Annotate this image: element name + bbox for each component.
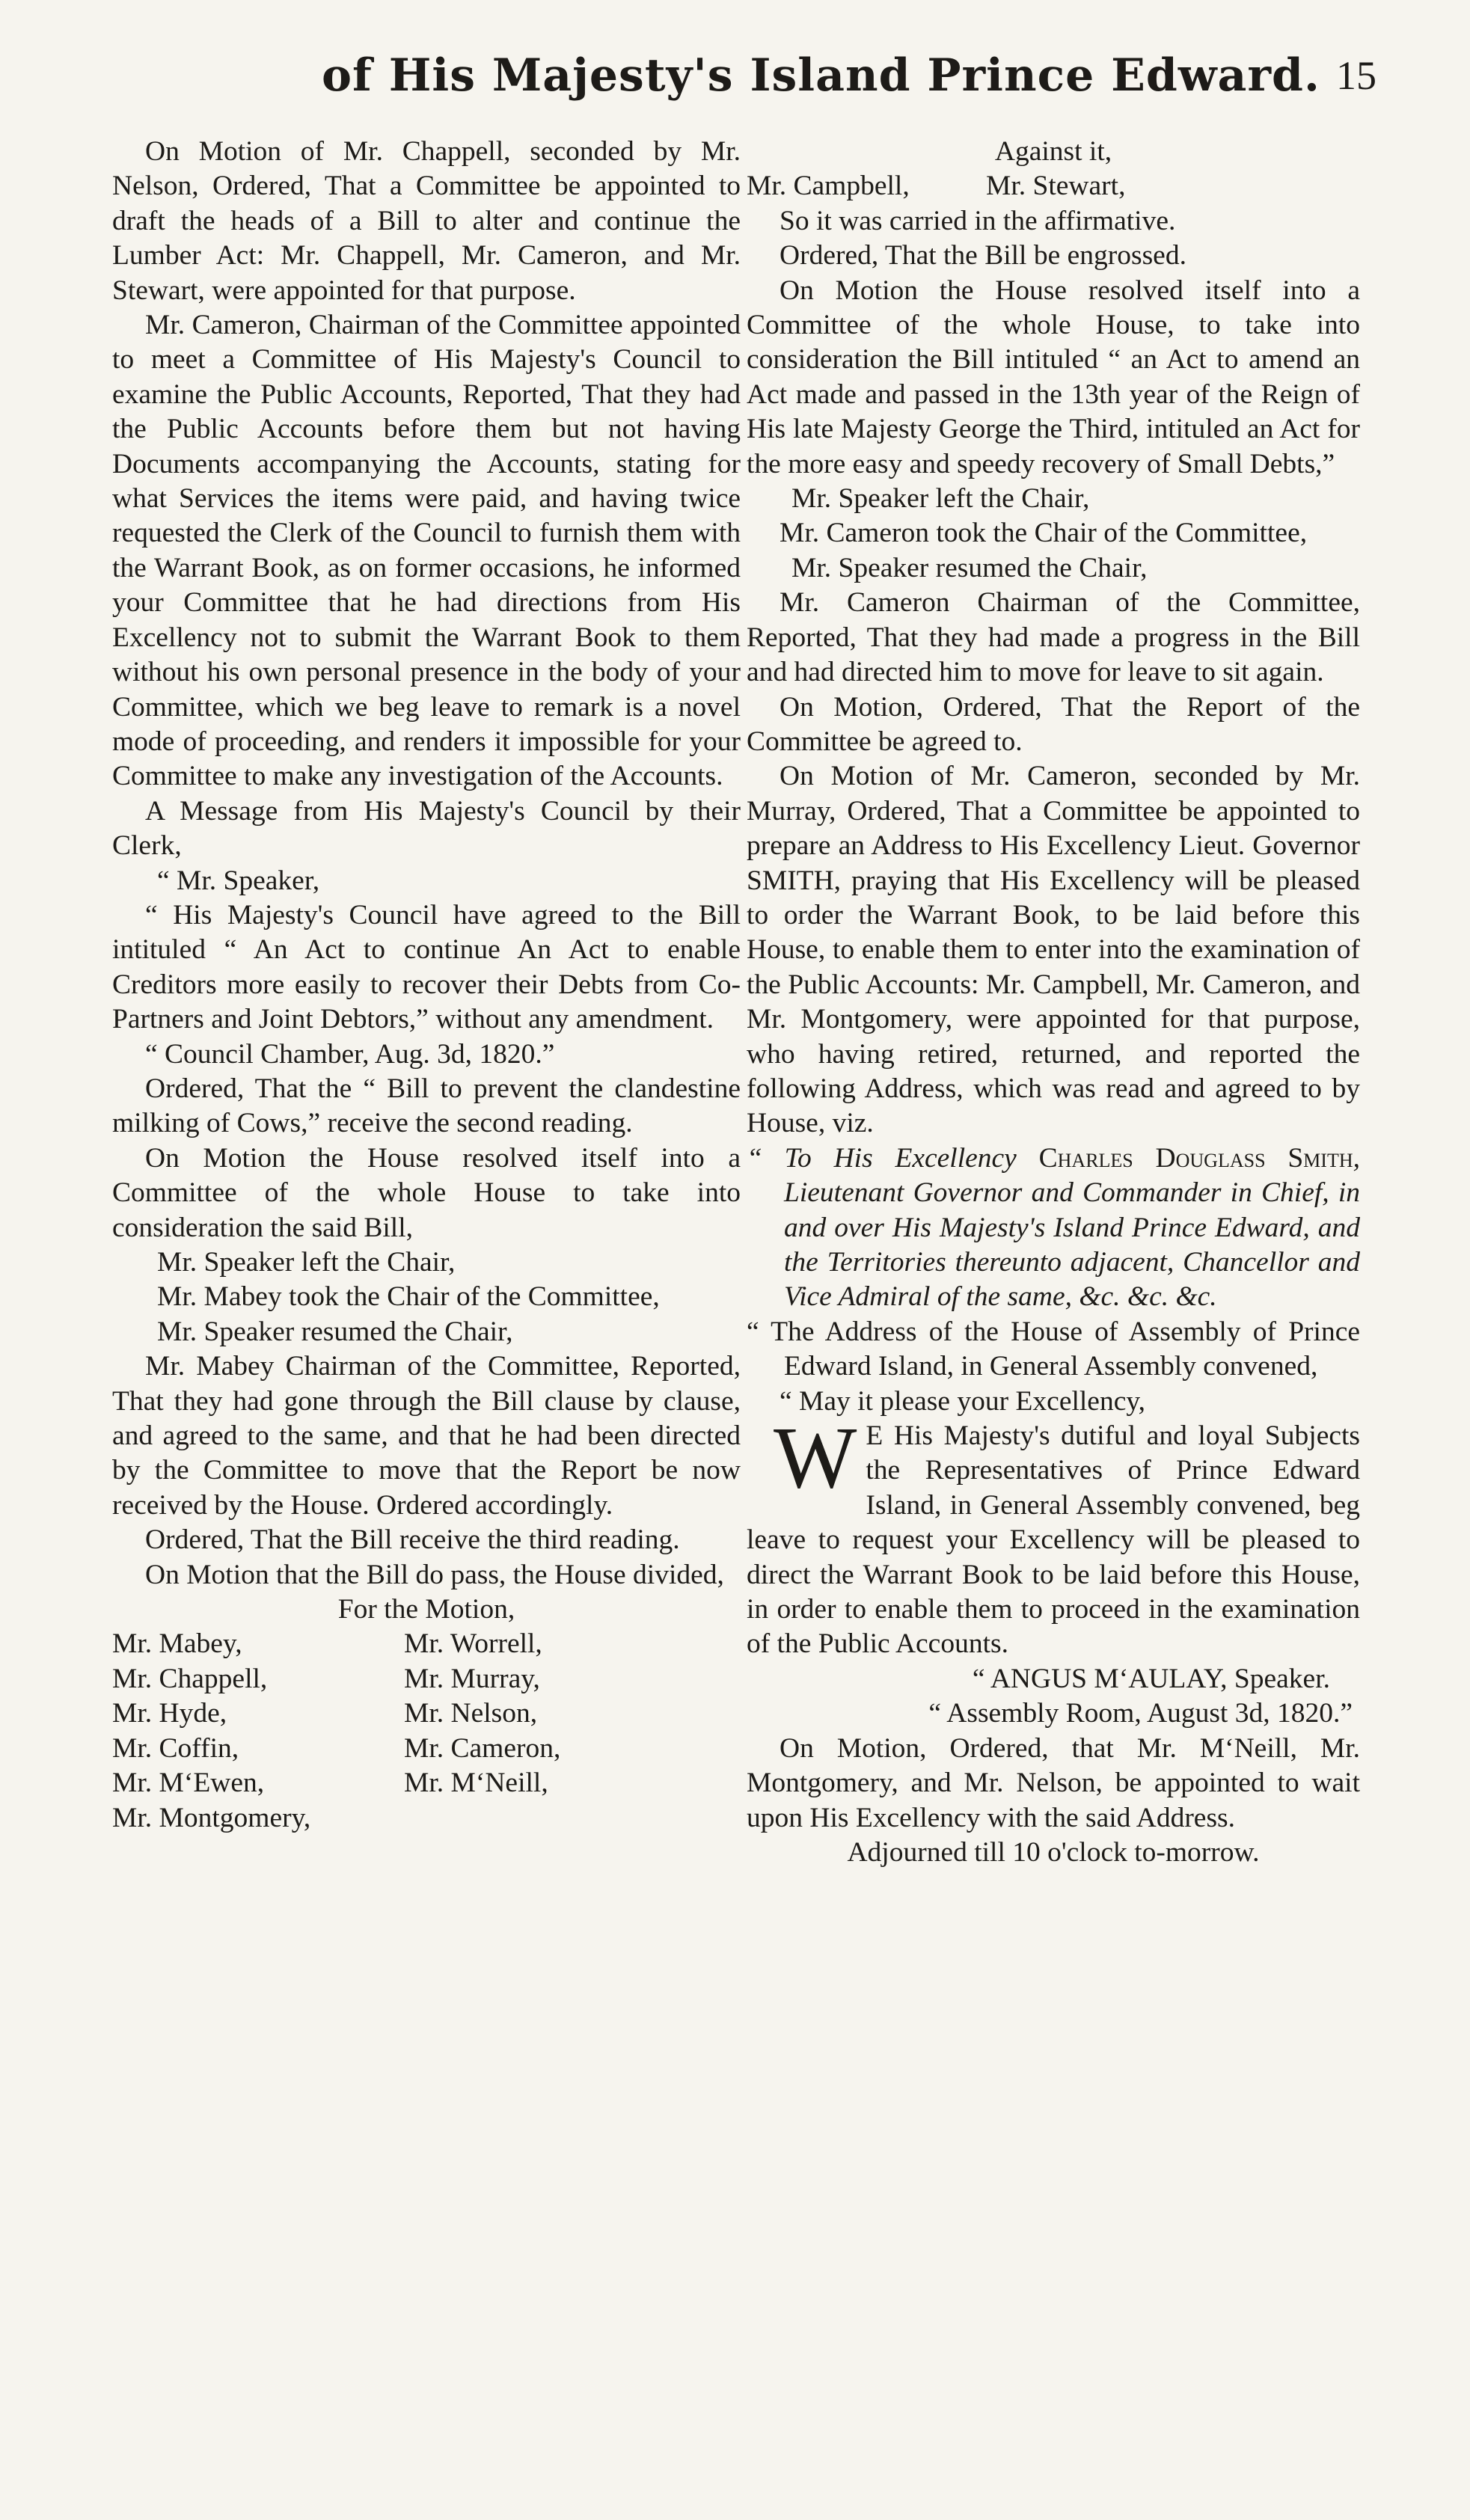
paragraph: Mr. Mabey Chairman of the Committee, Reported, That they had gone through the Bill clause by clause, and agreed to the same, and that he had been directed by the Committee to move that the Report be now received by the House. Ordered accordingly.	[112, 1351, 741, 1521]
vote-row	[112, 1766, 741, 1800]
vote-name: Mr. Campbell,	[747, 171, 910, 202]
paragraph: Ordered, That the Bill be engrossed.	[780, 240, 1186, 272]
vote-name: Mr. Murray,	[404, 1663, 540, 1694]
paragraph: On Motion the House resolved itself into a Committee of the whole House, to take into consideration the Bill intituled “ an Act to amend an Act made and passed in the 13th year of the Reign of His late Majesty George the Third, intituled an Act for the more easy and speedy recovery of Small Debts,”	[747, 275, 1360, 479]
address-salutation: “ May it please your Excellency,	[780, 1385, 1146, 1417]
address-body	[747, 1408, 1360, 1662]
vote-heading: For the Motion,	[337, 1594, 515, 1625]
paragraph: On Motion that the Bill do pass, the House divided,	[145, 1559, 724, 1590]
vote-name: Mr. Nelson,	[404, 1698, 538, 1729]
vote-name: Mr. Coffin,	[112, 1732, 239, 1764]
page-number: 15	[1336, 53, 1376, 98]
paragraph: So it was carried in the affirmative.	[780, 205, 1176, 236]
vote-name: Mr. Cameron,	[404, 1732, 561, 1764]
address-to-prefix: “ To His Excellency	[747, 1142, 1039, 1174]
drop-cap: W	[774, 1408, 857, 1507]
vote-row	[112, 1801, 741, 1836]
paragraph: Ordered, That the “ Bill to prevent the clandestine milking of Cows,” receive the second reading.	[112, 1073, 741, 1139]
votes-against-list	[747, 169, 1360, 203]
paragraph: On Motion of Mr. Chappell, seconded by Mr. Nelson, Ordered, That a Committee be appointed to draft the heads of a Bill to alter and continue the Lumber Act: Mr. Chappell, Mr. Cameron, and Mr. Stewart, were appointed for that purpose.	[112, 136, 741, 306]
paragraph: “ Council Chamber, Aug. 3d, 1820.”	[145, 1038, 555, 1070]
left-column	[112, 135, 741, 1836]
paragraph: Mr. Cameron took the Chair of the Committee,	[780, 518, 1308, 549]
paragraph: On Motion, Ordered, that Mr. M‘Neill, Mr. Montgomery, and Mr. Nelson, be appointed to wait upon His Excellency with the said Address.	[747, 1732, 1360, 1833]
paragraph: Mr. Speaker left the Chair,	[157, 1247, 456, 1278]
paragraph: A Message from His Majesty's Council by their Clerk,	[112, 795, 741, 862]
votes-for-list	[112, 1627, 741, 1835]
paragraph: Mr. Speaker resumed the Chair,	[157, 1316, 513, 1347]
vote-name: Mr. M‘Ewen,	[112, 1768, 265, 1799]
paragraph: Mr. Mabey took the Chair of the Committee,	[157, 1281, 660, 1313]
paragraph: On Motion the House resolved itself into a Committee of the whole House to take into consideration the said Bill,	[112, 1142, 741, 1243]
vote-name: Mr. Hyde,	[112, 1698, 227, 1729]
paragraph: Mr. Speaker left the Chair,	[791, 483, 1090, 515]
adjournment: Adjourned till 10 o'clock to-morrow.	[847, 1836, 1260, 1868]
paragraph: Mr. Cameron Chairman of the Committee, Reported, That they had made a progress in the Bill and had directed him to move for leave to sit again.	[747, 587, 1360, 688]
vote-row	[112, 1696, 741, 1731]
vote-name: Mr. Chappell,	[112, 1663, 268, 1694]
paragraph: On Motion, Ordered, That the Report of the Committee be agreed to.	[747, 691, 1360, 757]
paragraph: “ Mr. Speaker,	[157, 865, 320, 896]
vote-row	[112, 1662, 741, 1696]
vote-name: Mr. M‘Neill,	[404, 1768, 548, 1799]
vote-name: Mr. Worrell,	[404, 1628, 542, 1660]
vote-row	[112, 1627, 741, 1661]
address-to-titles: , Lieutenant Governor and Commander in Chief, in and over His Majesty's Island Prince Edward, and the Territories thereunto adjacent, Chancellor and Vice Admiral of the same, &c. &c. &c.	[784, 1142, 1360, 1313]
vote-name: Mr. Mabey,	[112, 1628, 242, 1660]
right-column	[747, 135, 1360, 1870]
address-sender: “ The Address of the House of Assembly of Prince Edward Island, in General Assembly convened,	[747, 1316, 1360, 1382]
vote-row	[112, 1732, 741, 1766]
address-dateline: “ Assembly Room, August 3d, 1820.”	[928, 1698, 1353, 1729]
address-recipient	[747, 1141, 1360, 1315]
vote-heading: Against it,	[994, 136, 1112, 167]
governor-name: Charles Douglass Smith	[1038, 1142, 1353, 1174]
paragraph: Mr. Speaker resumed the Chair,	[791, 552, 1148, 583]
vote-name: Mr. Stewart,	[986, 171, 1126, 202]
address-signature: “ ANGUS M‘AULAY, Speaker.	[972, 1663, 1330, 1694]
paragraph: Ordered, That the Bill receive the third reading.	[145, 1524, 680, 1556]
page-header	[105, 45, 1376, 120]
vote-name: Mr. Montgomery,	[112, 1802, 311, 1833]
paragraph: Mr. Cameron, Chairman of the Committee appointed to meet a Committee of His Majesty's Council to examine the Public Accounts, Reported, That they had the Public Accounts before them but not having Documents accompanying the Accounts, stating for what Services the items were paid, and having twice requested the Clerk of the Council to furnish them with the Warrant Book, as on former occasions, he informed your Committee that he had directions from His Excellency not to submit the Warrant Book to them without his own personal presence in the body of your Committee, which we beg leave to remark is a novel mode of proceeding, and renders it impossible for your Committee to make any investigation of the Accounts.	[112, 310, 741, 792]
running-title: of His Majesty's Island Prince Edward.	[322, 49, 1320, 102]
paragraph: On Motion of Mr. Cameron, seconded by Mr. Murray, Ordered, That a Committee be appointed to prepare an Address to His Excellency Lieut. Governor SMITH, praying that His Excellency will be pleased to order the Warrant Book, to be laid before this House, to enable them to enter into the examination of the Public Accounts: Mr. Campbell, Mr. Cameron, and Mr. Montgomery, were appointed for that purpose, who having retired, returned, and reported the following Address, which was read and agreed to by House, viz.	[747, 761, 1360, 1139]
paragraph: “ His Majesty's Council have agreed to the Bill intituled “ An Act to continue An Act to enable Creditors more easily to recover their Debts from Co-Partners and Joint Debtors,” without any amendment.	[112, 899, 741, 1035]
address-body-text: E His Majesty's dutiful and loyal Subjects the Representatives of Prince Edward Island, in General Assembly convened, beg leave to request your Excellency will be pleased to direct the Warrant Book to be laid before this House, in order to enable them to proceed in the examination of the Public Accounts.	[747, 1420, 1360, 1660]
